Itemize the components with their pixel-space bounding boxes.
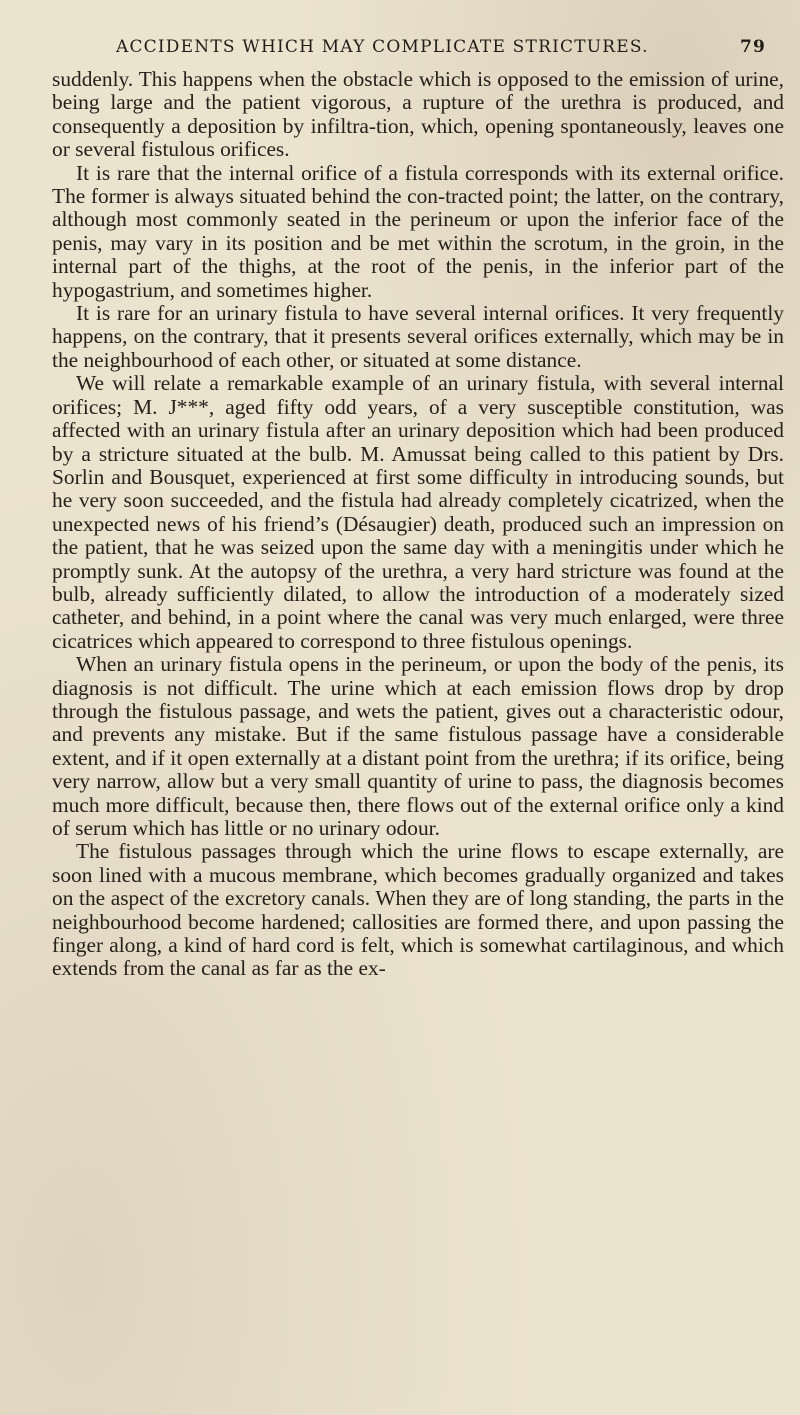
page-number: 79	[739, 37, 766, 57]
paragraph: When an urinary fistula opens in the perineum, or upon the body of the penis, its diagnosis is not difficult. The urine which at each emission flows drop by drop through the fistulous passage, and wets the patient, gives out a characteristic odour, and prevents any mistake. But if the same fistulous passage have a considerable extent, and if it open externally at a distant point from the urethra; if its orifice, being very narrow, allow but a very small quantity of urine to pass, the diagnosis becomes much more difficult, because then, there flows out of the external orifice only a kind of serum which has little or no urinary odour.	[52, 652, 784, 840]
paragraph: It is rare that the internal orifice of a fistula corresponds with its external orifice. The former is always situated behind the con-tracted point; the latter, on the contrary, although most commonly seated in the perineum or upon the inferior face of the penis, may vary in its position and be met within the scrotum, in the groin, in the internal part of the thighs, at the root of the penis, in the inferior part of the hypogastrium, and sometimes higher.	[52, 160, 784, 302]
paragraph: It is rare for an urinary fistula to have several internal orifices. It very frequently happens, on the contrary, that it presents several orifices externally, which may be in the neighbourhood of each other, or situated at some distance.	[52, 301, 784, 372]
chapter-title: ACCIDENTS WHICH MAY COMPLICATE STRICTURES.	[116, 37, 649, 57]
paragraph: We will relate a remarkable example of an urinary fistula, with several internal orifices; M. J***, aged fifty odd years, of a very susceptible constitution, was affected with an urinary fistula after an urinary deposition which had been produced by a stricture situated at the bulb. M. Amussat being called to this patient by Drs. Sorlin and Bousquet, experienced at first some difficulty in introducing sounds, but he very soon succeeded, and the fistula had already completely cicatrized, when the unexpected news of his friend’s (Désaugier) death, produced such an impression on the patient, that he was seized upon the same day with a meningitis under which he promptly sunk. At the autopsy of the urethra, a very hard stricture was found at the bulb, already sufficiently dilated, to allow the introduction of a moderately sized catheter, and behind, in a point where the canal was very much enlarged, were three cicatrices which appeared to correspond to three fistulous openings.	[52, 371, 784, 653]
paragraph: suddenly. This happens when the obstacle which is opposed to the emission of urine, being large and the patient vigorous, a rupture of the urethra is produced, and consequently a deposition by infiltra-tion, which, opening spontaneously, leaves one or several fistulous orifices.	[52, 68, 784, 162]
body-text	[52, 68, 784, 1388]
running-head	[116, 37, 766, 57]
paragraph: The fistulous passages through which the urine flows to escape externally, are soon lined with a mucous membrane, which becomes gradually organized and takes on the aspect of the excretory canals. When they are of long standing, the parts in the neighbourhood become hardened; callosities are formed there, and upon passing the finger along, a kind of hard cord is felt, which is somewhat cartilaginous, and which extends from the canal as far as the ex-	[52, 839, 784, 981]
